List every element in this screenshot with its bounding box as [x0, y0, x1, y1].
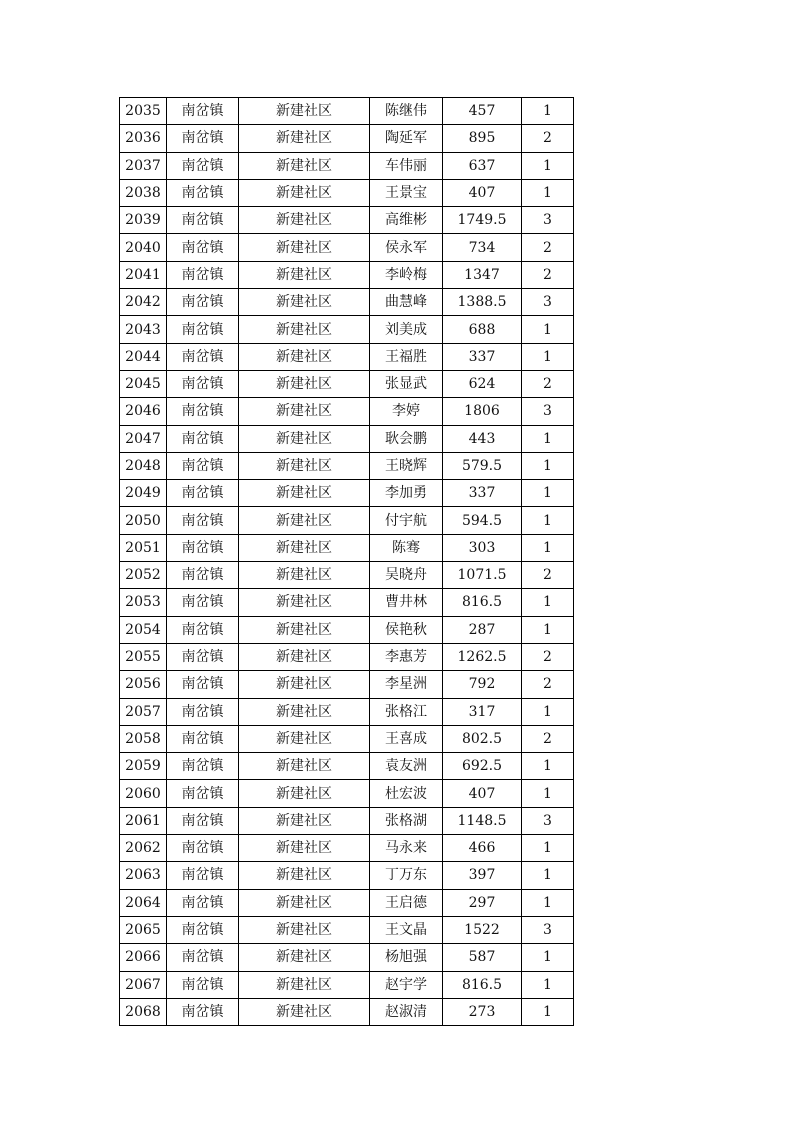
cell-person-name: 杜宏波 [370, 780, 443, 807]
cell-amount: 816.5 [443, 589, 522, 616]
cell-person-name: 袁友洲 [370, 753, 443, 780]
cell-amount: 1071.5 [443, 562, 522, 589]
table-row [120, 562, 574, 589]
cell-town: 南岔镇 [167, 316, 239, 343]
cell-household-count: 1 [522, 534, 574, 561]
cell-amount: 594.5 [443, 507, 522, 534]
cell-serial-number: 2036 [120, 125, 167, 152]
cell-person-name: 赵宇学 [370, 971, 443, 998]
cell-amount: 466 [443, 835, 522, 862]
cell-amount: 407 [443, 179, 522, 206]
cell-amount: 688 [443, 316, 522, 343]
cell-town: 南岔镇 [167, 125, 239, 152]
table-row [120, 179, 574, 206]
cell-community: 新建社区 [239, 452, 370, 479]
cell-household-count: 1 [522, 179, 574, 206]
cell-community: 新建社区 [239, 862, 370, 889]
cell-town: 南岔镇 [167, 835, 239, 862]
table-row [120, 753, 574, 780]
table-row [120, 971, 574, 998]
table-row [120, 234, 574, 261]
cell-serial-number: 2044 [120, 343, 167, 370]
cell-town: 南岔镇 [167, 616, 239, 643]
cell-serial-number: 2046 [120, 398, 167, 425]
cell-town: 南岔镇 [167, 807, 239, 834]
cell-household-count: 2 [522, 725, 574, 752]
cell-town: 南岔镇 [167, 998, 239, 1025]
cell-household-count: 2 [522, 562, 574, 589]
cell-community: 新建社区 [239, 207, 370, 234]
cell-household-count: 1 [522, 480, 574, 507]
cell-person-name: 李加勇 [370, 480, 443, 507]
cell-community: 新建社区 [239, 998, 370, 1025]
cell-town: 南岔镇 [167, 452, 239, 479]
cell-person-name: 李惠芳 [370, 643, 443, 670]
table-row [120, 125, 574, 152]
table-row [120, 343, 574, 370]
cell-household-count: 1 [522, 316, 574, 343]
cell-person-name: 王景宝 [370, 179, 443, 206]
cell-household-count: 3 [522, 916, 574, 943]
cell-serial-number: 2045 [120, 370, 167, 397]
cell-community: 新建社区 [239, 316, 370, 343]
cell-amount: 1749.5 [443, 207, 522, 234]
cell-household-count: 2 [522, 125, 574, 152]
cell-amount: 337 [443, 480, 522, 507]
cell-community: 新建社区 [239, 643, 370, 670]
cell-amount: 802.5 [443, 725, 522, 752]
cell-community: 新建社区 [239, 698, 370, 725]
cell-serial-number: 2060 [120, 780, 167, 807]
cell-town: 南岔镇 [167, 725, 239, 752]
table-row [120, 425, 574, 452]
cell-amount: 337 [443, 343, 522, 370]
cell-serial-number: 2063 [120, 862, 167, 889]
cell-person-name: 王启德 [370, 889, 443, 916]
cell-town: 南岔镇 [167, 179, 239, 206]
cell-household-count: 1 [522, 98, 574, 125]
cell-serial-number: 2042 [120, 289, 167, 316]
cell-community: 新建社区 [239, 425, 370, 452]
cell-person-name: 耿会鹏 [370, 425, 443, 452]
roster-table-body [120, 98, 574, 1026]
table-row [120, 725, 574, 752]
cell-serial-number: 2061 [120, 807, 167, 834]
cell-household-count: 1 [522, 152, 574, 179]
table-row [120, 507, 574, 534]
cell-amount: 1806 [443, 398, 522, 425]
cell-amount: 1347 [443, 261, 522, 288]
cell-community: 新建社区 [239, 261, 370, 288]
cell-town: 南岔镇 [167, 152, 239, 179]
cell-person-name: 陈骞 [370, 534, 443, 561]
cell-amount: 407 [443, 780, 522, 807]
cell-household-count: 1 [522, 944, 574, 971]
cell-community: 新建社区 [239, 562, 370, 589]
cell-community: 新建社区 [239, 152, 370, 179]
cell-town: 南岔镇 [167, 425, 239, 452]
cell-person-name: 曹井林 [370, 589, 443, 616]
cell-serial-number: 2053 [120, 589, 167, 616]
cell-community: 新建社区 [239, 889, 370, 916]
table-row [120, 534, 574, 561]
table-row [120, 643, 574, 670]
cell-amount: 317 [443, 698, 522, 725]
cell-amount: 587 [443, 944, 522, 971]
cell-household-count: 1 [522, 452, 574, 479]
cell-person-name: 马永来 [370, 835, 443, 862]
cell-serial-number: 2059 [120, 753, 167, 780]
cell-town: 南岔镇 [167, 343, 239, 370]
cell-serial-number: 2041 [120, 261, 167, 288]
cell-household-count: 3 [522, 289, 574, 316]
table-row [120, 835, 574, 862]
cell-person-name: 张格江 [370, 698, 443, 725]
table-row [120, 261, 574, 288]
table-row [120, 98, 574, 125]
cell-person-name: 王晓辉 [370, 452, 443, 479]
cell-serial-number: 2038 [120, 179, 167, 206]
cell-town: 南岔镇 [167, 698, 239, 725]
cell-community: 新建社区 [239, 807, 370, 834]
cell-person-name: 王文晶 [370, 916, 443, 943]
cell-serial-number: 2047 [120, 425, 167, 452]
cell-serial-number: 2058 [120, 725, 167, 752]
cell-community: 新建社区 [239, 835, 370, 862]
cell-serial-number: 2067 [120, 971, 167, 998]
cell-town: 南岔镇 [167, 971, 239, 998]
cell-serial-number: 2035 [120, 98, 167, 125]
cell-community: 新建社区 [239, 507, 370, 534]
cell-town: 南岔镇 [167, 780, 239, 807]
cell-community: 新建社区 [239, 589, 370, 616]
cell-person-name: 陶延军 [370, 125, 443, 152]
cell-amount: 443 [443, 425, 522, 452]
cell-household-count: 1 [522, 862, 574, 889]
cell-town: 南岔镇 [167, 480, 239, 507]
cell-community: 新建社区 [239, 480, 370, 507]
cell-community: 新建社区 [239, 944, 370, 971]
table-row [120, 698, 574, 725]
table-row [120, 452, 574, 479]
cell-amount: 287 [443, 616, 522, 643]
cell-household-count: 1 [522, 343, 574, 370]
cell-person-name: 张显武 [370, 370, 443, 397]
cell-town: 南岔镇 [167, 398, 239, 425]
table-row [120, 862, 574, 889]
cell-town: 南岔镇 [167, 753, 239, 780]
cell-household-count: 1 [522, 698, 574, 725]
table-row [120, 616, 574, 643]
cell-household-count: 3 [522, 398, 574, 425]
table-row [120, 207, 574, 234]
cell-person-name: 刘美成 [370, 316, 443, 343]
cell-community: 新建社区 [239, 370, 370, 397]
cell-town: 南岔镇 [167, 261, 239, 288]
cell-person-name: 侯艳秋 [370, 616, 443, 643]
cell-serial-number: 2062 [120, 835, 167, 862]
cell-amount: 816.5 [443, 971, 522, 998]
cell-household-count: 1 [522, 889, 574, 916]
table-row [120, 289, 574, 316]
cell-amount: 1388.5 [443, 289, 522, 316]
table-row [120, 780, 574, 807]
cell-town: 南岔镇 [167, 234, 239, 261]
table-row [120, 671, 574, 698]
cell-person-name: 赵淑清 [370, 998, 443, 1025]
table-row [120, 589, 574, 616]
cell-community: 新建社区 [239, 971, 370, 998]
cell-serial-number: 2040 [120, 234, 167, 261]
cell-town: 南岔镇 [167, 916, 239, 943]
cell-amount: 624 [443, 370, 522, 397]
cell-household-count: 2 [522, 370, 574, 397]
cell-household-count: 2 [522, 671, 574, 698]
cell-serial-number: 2055 [120, 643, 167, 670]
cell-community: 新建社区 [239, 234, 370, 261]
cell-town: 南岔镇 [167, 98, 239, 125]
cell-person-name: 侯永军 [370, 234, 443, 261]
cell-household-count: 2 [522, 234, 574, 261]
cell-person-name: 王喜成 [370, 725, 443, 752]
cell-person-name: 李岭梅 [370, 261, 443, 288]
cell-serial-number: 2049 [120, 480, 167, 507]
cell-household-count: 1 [522, 971, 574, 998]
cell-town: 南岔镇 [167, 862, 239, 889]
cell-person-name: 曲慧峰 [370, 289, 443, 316]
cell-person-name: 付宇航 [370, 507, 443, 534]
table-row [120, 370, 574, 397]
cell-serial-number: 2066 [120, 944, 167, 971]
cell-serial-number: 2051 [120, 534, 167, 561]
cell-amount: 273 [443, 998, 522, 1025]
table-row [120, 889, 574, 916]
cell-household-count: 1 [522, 998, 574, 1025]
cell-household-count: 1 [522, 780, 574, 807]
cell-household-count: 1 [522, 616, 574, 643]
cell-amount: 692.5 [443, 753, 522, 780]
cell-town: 南岔镇 [167, 289, 239, 316]
cell-community: 新建社区 [239, 343, 370, 370]
table-row [120, 807, 574, 834]
cell-community: 新建社区 [239, 725, 370, 752]
cell-serial-number: 2052 [120, 562, 167, 589]
cell-serial-number: 2057 [120, 698, 167, 725]
cell-amount: 734 [443, 234, 522, 261]
cell-serial-number: 2056 [120, 671, 167, 698]
cell-person-name: 王福胜 [370, 343, 443, 370]
cell-community: 新建社区 [239, 98, 370, 125]
cell-amount: 1262.5 [443, 643, 522, 670]
cell-serial-number: 2054 [120, 616, 167, 643]
cell-town: 南岔镇 [167, 534, 239, 561]
cell-serial-number: 2039 [120, 207, 167, 234]
cell-community: 新建社区 [239, 780, 370, 807]
cell-household-count: 1 [522, 425, 574, 452]
cell-amount: 895 [443, 125, 522, 152]
cell-person-name: 丁万东 [370, 862, 443, 889]
cell-town: 南岔镇 [167, 643, 239, 670]
cell-town: 南岔镇 [167, 944, 239, 971]
cell-amount: 303 [443, 534, 522, 561]
cell-person-name: 陈继伟 [370, 98, 443, 125]
cell-household-count: 1 [522, 753, 574, 780]
cell-amount: 397 [443, 862, 522, 889]
cell-person-name: 张格湖 [370, 807, 443, 834]
cell-person-name: 车伟丽 [370, 152, 443, 179]
cell-community: 新建社区 [239, 179, 370, 206]
cell-town: 南岔镇 [167, 589, 239, 616]
cell-person-name: 李星洲 [370, 671, 443, 698]
cell-town: 南岔镇 [167, 671, 239, 698]
table-row [120, 480, 574, 507]
cell-household-count: 1 [522, 835, 574, 862]
cell-household-count: 3 [522, 207, 574, 234]
cell-serial-number: 2048 [120, 452, 167, 479]
cell-person-name: 吴晓舟 [370, 562, 443, 589]
table-row [120, 316, 574, 343]
cell-serial-number: 2065 [120, 916, 167, 943]
cell-community: 新建社区 [239, 916, 370, 943]
cell-amount: 1148.5 [443, 807, 522, 834]
cell-amount: 1522 [443, 916, 522, 943]
cell-amount: 579.5 [443, 452, 522, 479]
cell-community: 新建社区 [239, 398, 370, 425]
cell-serial-number: 2068 [120, 998, 167, 1025]
cell-community: 新建社区 [239, 753, 370, 780]
cell-amount: 637 [443, 152, 522, 179]
table-row [120, 152, 574, 179]
cell-community: 新建社区 [239, 125, 370, 152]
cell-town: 南岔镇 [167, 889, 239, 916]
cell-community: 新建社区 [239, 671, 370, 698]
cell-amount: 792 [443, 671, 522, 698]
cell-household-count: 1 [522, 507, 574, 534]
table-row [120, 998, 574, 1025]
cell-amount: 297 [443, 889, 522, 916]
cell-community: 新建社区 [239, 616, 370, 643]
cell-amount: 457 [443, 98, 522, 125]
cell-community: 新建社区 [239, 534, 370, 561]
cell-household-count: 1 [522, 589, 574, 616]
cell-serial-number: 2037 [120, 152, 167, 179]
cell-town: 南岔镇 [167, 562, 239, 589]
cell-serial-number: 2050 [120, 507, 167, 534]
cell-town: 南岔镇 [167, 370, 239, 397]
table-row [120, 916, 574, 943]
cell-person-name: 高维彬 [370, 207, 443, 234]
cell-person-name: 李婷 [370, 398, 443, 425]
table-row [120, 944, 574, 971]
cell-household-count: 3 [522, 807, 574, 834]
cell-person-name: 杨旭强 [370, 944, 443, 971]
table-row [120, 398, 574, 425]
cell-serial-number: 2064 [120, 889, 167, 916]
cell-community: 新建社区 [239, 289, 370, 316]
roster-table [119, 97, 574, 1026]
cell-town: 南岔镇 [167, 207, 239, 234]
cell-household-count: 2 [522, 643, 574, 670]
cell-serial-number: 2043 [120, 316, 167, 343]
cell-town: 南岔镇 [167, 507, 239, 534]
cell-household-count: 2 [522, 261, 574, 288]
